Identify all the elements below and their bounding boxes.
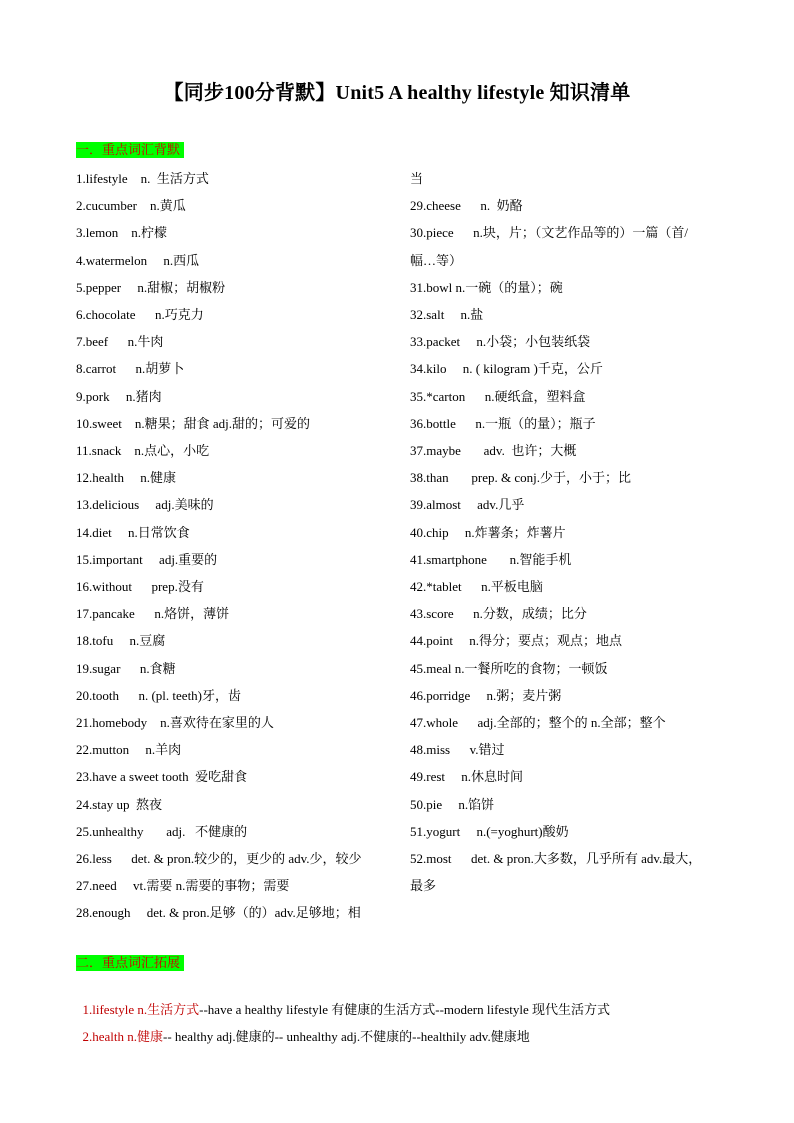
vocab-entry: 28.enough det. & pron.足够（的）adv.足够地；相: [76, 905, 361, 921]
vocab-entry: 14.diet n.日常饮食: [76, 524, 190, 540]
expansion-detail: -- healthy adj.健康的-- unhealthy adj.不健康的--healthily adv.健康地: [163, 1029, 530, 1044]
vocab-entry: 22.mutton n.羊肉: [76, 742, 182, 758]
vocab-entry: 12.health n.健康: [76, 470, 177, 486]
vocab-entry: 15.important adj.重要的: [76, 551, 218, 567]
vocab-entry: 6.chocolate n.巧克力: [76, 307, 204, 323]
vocab-entry: 19.sugar n.食糖: [76, 660, 176, 676]
vocab-entry: 11.snack n.点心，小吃: [76, 443, 210, 459]
vocab-entry: 18.tofu n.豆腐: [76, 633, 166, 649]
vocab-entry: 当: [410, 171, 424, 186]
vocab-entry: 33.packet n.小袋；小包装纸袋: [410, 334, 591, 350]
vocab-entry: 7.beef n.牛肉: [76, 334, 164, 350]
vocab-entry: 9.pork n.猪肉: [76, 388, 162, 404]
vocab-entry: 29.cheese n. 奶酪: [410, 198, 523, 214]
vocab-entry: 46.porridge n.粥；麦片粥: [410, 687, 562, 703]
vocab-entry: 38.than prep. & conj.少于，小于；比: [410, 470, 631, 486]
vocab-column-right: [410, 165, 740, 899]
vocab-entry: 13.delicious adj.美味的: [76, 497, 214, 513]
vocab-entry: 3.lemon n.柠檬: [76, 225, 167, 241]
vocab-entry: 31.bowl n.一碗（的量）；碗: [410, 279, 563, 295]
vocab-entry: 44.point n.得分；要点；观点；地点: [410, 633, 622, 649]
vocab-entry: 51.yogurt n.(=yoghurt)酸奶: [410, 823, 569, 839]
vocab-entry: 17.pancake n.烙饼，薄饼: [76, 606, 230, 622]
vocab-entry: 幅…等）: [410, 252, 463, 268]
vocab-entry: 2.cucumber n.黄瓜: [76, 198, 186, 214]
vocab-entry: 48.miss v.错过: [410, 742, 505, 758]
vocab-entry: 20.tooth n. (pl. teeth)牙，齿: [76, 687, 242, 703]
vocab-entry: 16.without prep.没有: [76, 579, 204, 595]
vocab-entry: 25.unhealthy adj. 不健康的: [76, 823, 248, 839]
page-title: 【同步100分背默】Unit5 A healthy lifestyle 知识清单: [163, 82, 631, 104]
expansion-detail: --have a healthy lifestyle 有健康的生活方式--modern lifestyle 现代生活方式: [199, 1002, 610, 1017]
expansion-keyword: 1.lifestyle n.生活方式: [82, 1002, 200, 1017]
vocab-entry: 5.pepper n.甜椒；胡椒粉: [76, 279, 226, 295]
vocab-entry: 45.meal n.一餐所吃的食物；一顿饭: [410, 660, 608, 676]
section-header-expansion: 二．重点词汇拓展: [76, 955, 184, 971]
vocab-entry: 26.less det. & pron.较少的，更少的 adv.少，较少: [76, 851, 362, 867]
vocab-entry: 35.*carton n.硬纸盒，塑料盒: [410, 388, 586, 404]
vocab-entry: 50.pie n.馅饼: [410, 796, 495, 812]
vocab-entry: 49.rest n.休息时间: [410, 769, 524, 785]
vocab-entry: 32.salt n.盐: [410, 307, 484, 323]
vocab-entry: 27.need vt.需要 n.需要的事物；需要: [76, 878, 290, 894]
vocab-entry: 52.most det. & pron.大多数，几乎所有 adv.最大，: [410, 851, 702, 867]
expansion-keyword: 2.health n.健康: [82, 1029, 164, 1044]
vocab-entry: 23.have a sweet tooth 爱吃甜食: [76, 769, 248, 785]
section-header-vocab: 一．重点词汇背默: [76, 142, 184, 158]
vocab-entry: 8.carrot n.胡萝卜: [76, 361, 185, 377]
vocab-entry: 最多: [410, 878, 437, 894]
vocab-entry: 41.smartphone n.智能手机: [410, 551, 572, 567]
vocab-entry: 40.chip n.炸薯条；炸薯片: [410, 524, 566, 540]
vocab-entry: 37.maybe adv. 也许；大概: [410, 443, 577, 459]
vocab-entry: 4.watermelon n.西瓜: [76, 252, 200, 268]
expansion-line: [76, 1010, 530, 1045]
vocab-entry: 39.almost adv.几乎: [410, 497, 525, 513]
vocab-entry: 1.lifestyle n. 生活方式: [76, 171, 209, 186]
vocab-entry: 47.whole adj.全部的；整个的 n.全部；整个: [410, 715, 666, 731]
vocab-entry: 24.stay up 熬夜: [76, 796, 162, 812]
vocab-entry: 42.*tablet n.平板电脑: [410, 579, 543, 595]
vocab-entry: 30.piece n.块，片；（文艺作品等的）一篇（首/: [410, 225, 689, 241]
vocab-column-left: [76, 165, 396, 927]
vocab-entry: 36.bottle n.一瓶（的量）；瓶子: [410, 415, 596, 431]
vocab-entry: 34.kilo n. ( kilogram )千克，公斤: [410, 361, 603, 377]
vocab-entry: 43.score n.分数，成绩；比分: [410, 606, 587, 622]
vocab-entry: 10.sweet n.糖果；甜食 adj.甜的；可爱的: [76, 415, 310, 431]
vocab-entry: 21.homebody n.喜欢待在家里的人: [76, 715, 274, 731]
